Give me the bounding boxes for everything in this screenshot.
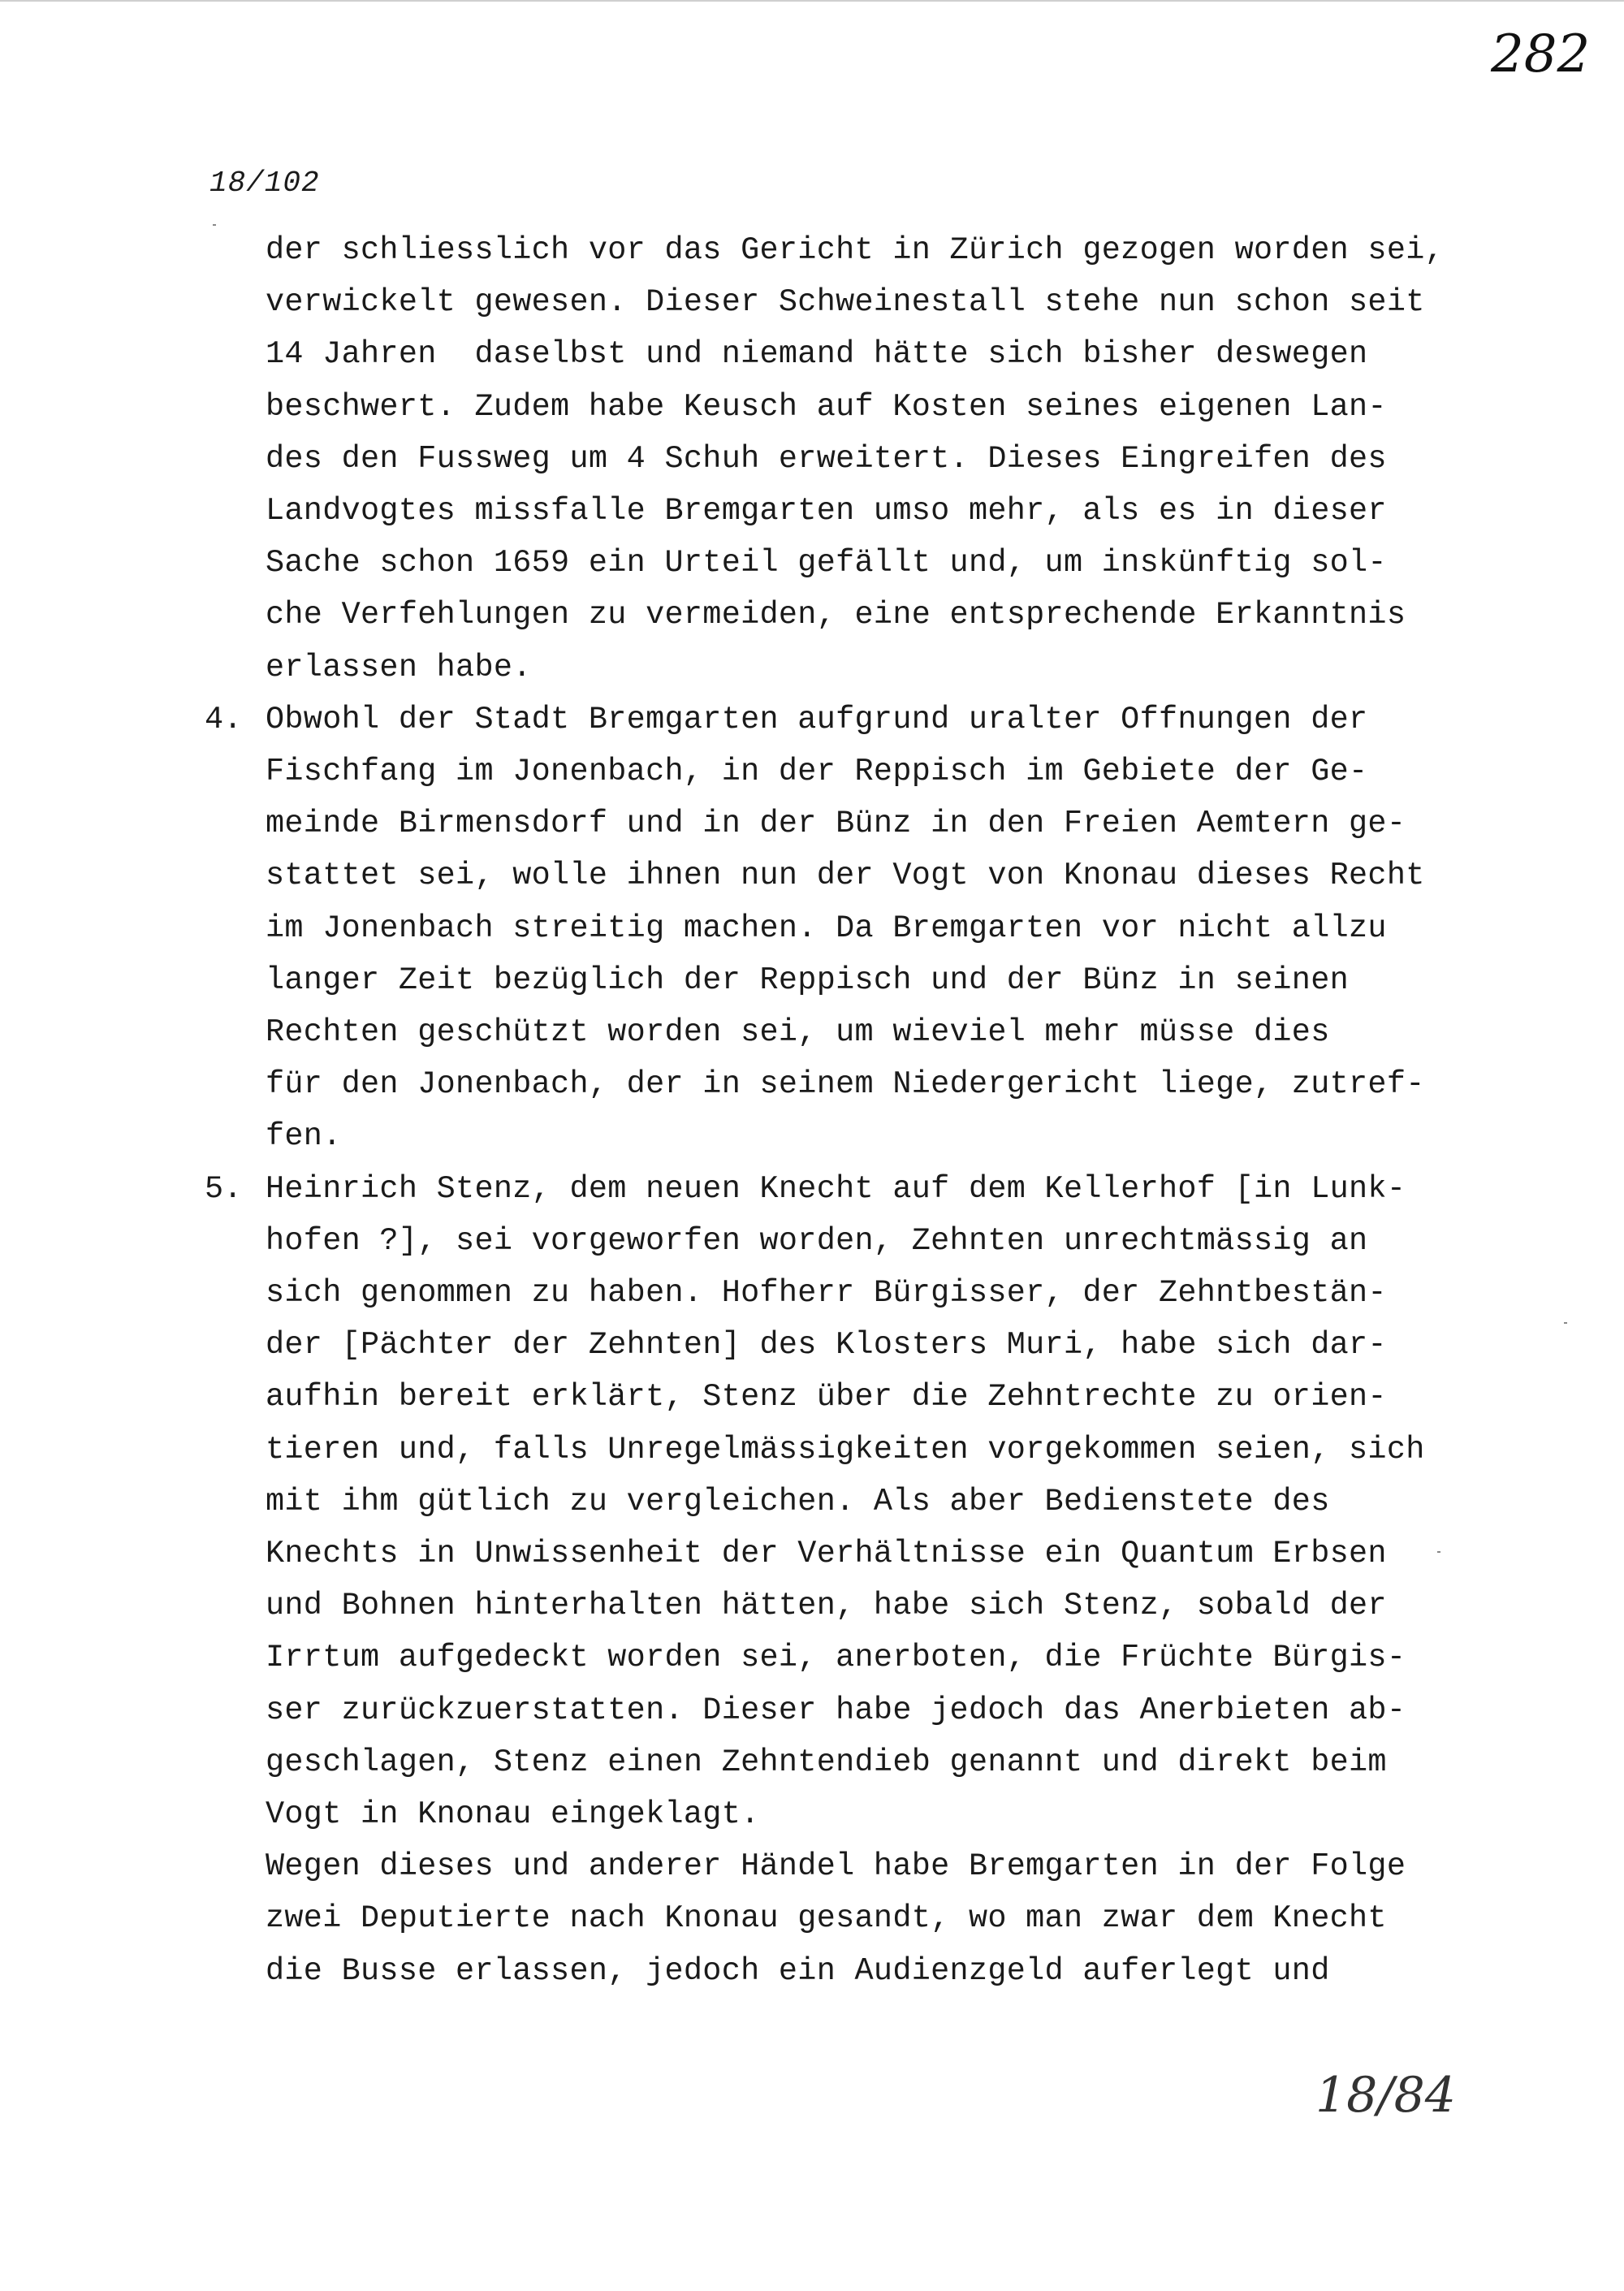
text-line: Sache schon 1659 ein Urteil gefällt und, um inskünftig sol- [266, 545, 1387, 581]
text-line: tieren und, falls Unregelmässigkeiten vorgekommen seien, sich [266, 1431, 1425, 1468]
text-line: geschlagen, Stenz einen Zehntendieb genannt und direkt beim [266, 1744, 1387, 1780]
handwritten-footer-number: 18/84 [1315, 2067, 1456, 2124]
text-line: Rechten geschützt worden sei, um wieviel mehr müsse dies [266, 1014, 1330, 1050]
text-line: aufhin bereit erklärt, Stenz über die Zehntrechte zu orien- [266, 1379, 1387, 1416]
text-line: im Jonenbach streitig machen. Da Bremgarten vor nicht allzu [266, 910, 1387, 946]
text-line: die Busse erlassen, jedoch ein Audienzgeld auferlegt und [266, 1952, 1330, 1989]
text-line: stattet sei, wolle ihnen nun der Vogt von Knonau dieses Recht [266, 858, 1425, 894]
list-number: 5. [205, 1170, 243, 1207]
text-line: langer Zeit bezüglich der Reppisch und der Bünz in seinen [266, 962, 1350, 998]
reference-number: 18/102 [209, 166, 320, 200]
text-line: Obwohl der Stadt Bremgarten aufgrund uralter Offnungen der [266, 701, 1368, 737]
list-number: 4. [205, 701, 243, 737]
text-line: Wegen dieses und anderer Händel habe Bremgarten in der Folge [266, 1848, 1406, 1885]
text-line: zwei Deputierte nach Knonau gesandt, wo man zwar dem Knecht [266, 1900, 1387, 1937]
text-line: Irrtum aufgedeckt worden sei, anerboten, die Früchte Bürgis- [266, 1640, 1406, 1676]
text-line: Fischfang im Jonenbach, in der Reppisch im Gebiete der Ge- [266, 754, 1368, 789]
handwritten-page-number: 282 [1491, 24, 1591, 84]
text-line: Landvogtes missfalle Bremgarten umso mehr, als es in dieser [266, 493, 1387, 529]
text-line: Knechts in Unwissenheit der Verhältnisse ein Quantum Erbsen [266, 1536, 1387, 1571]
text-line: ser zurückzuerstatten. Dieser habe jedoch das Anerbieten ab- [266, 1692, 1406, 1728]
text-line: Vogt in Knonau eingeklagt. [266, 1796, 760, 1832]
text-line: verwickelt gewesen. Dieser Schweinestall stehe nun schon seit [266, 284, 1425, 321]
text-line: 14 Jahren daselbst und niemand hätte sich bisher deswegen [266, 336, 1368, 373]
text-line: hofen ?], sei vorgeworfen worden, Zehnten unrechtmässig an [266, 1222, 1368, 1259]
text-line: und Bohnen hinterhalten hätten, habe sich Stenz, sobald der [266, 1588, 1387, 1624]
text-line: des den Fussweg um 4 Schuh erweitert. Dieses Eingreifen des [266, 440, 1387, 477]
text-line: Heinrich Stenz, dem neuen Knecht auf dem Kellerhof [in Lunk- [266, 1170, 1406, 1207]
text-line: erlassen habe. [266, 649, 532, 685]
scan-speck [1564, 1322, 1567, 1324]
text-line: für den Jonenbach, der in seinem Niedergericht liege, zutref- [266, 1066, 1425, 1103]
text-line: beschwert. Zudem habe Keusch auf Kosten seines eigenen Lan- [266, 388, 1387, 425]
text-line: che Verfehlungen zu vermeiden, eine entsprechende Erkanntnis [266, 597, 1406, 633]
text-line: sich genommen zu haben. Hofherr Bürgisser, der Zehntbestän- [266, 1275, 1387, 1311]
scan-speck [213, 224, 216, 226]
text-line: der schliesslich vor das Gericht in Zürich gezogen worden sei, [266, 232, 1445, 268]
text-line: fen. [266, 1118, 342, 1155]
text-line: meinde Birmensdorf und in der Bünz in den Freien Aemtern ge- [266, 806, 1406, 842]
top-edge-line [0, 0, 1624, 2]
text-line: der [Pächter der Zehnten] des Klosters Muri, habe sich dar- [266, 1327, 1387, 1364]
text-line: mit ihm gütlich zu vergleichen. Als aber Bedienstete des [266, 1483, 1330, 1519]
scan-speck [1437, 1551, 1440, 1553]
